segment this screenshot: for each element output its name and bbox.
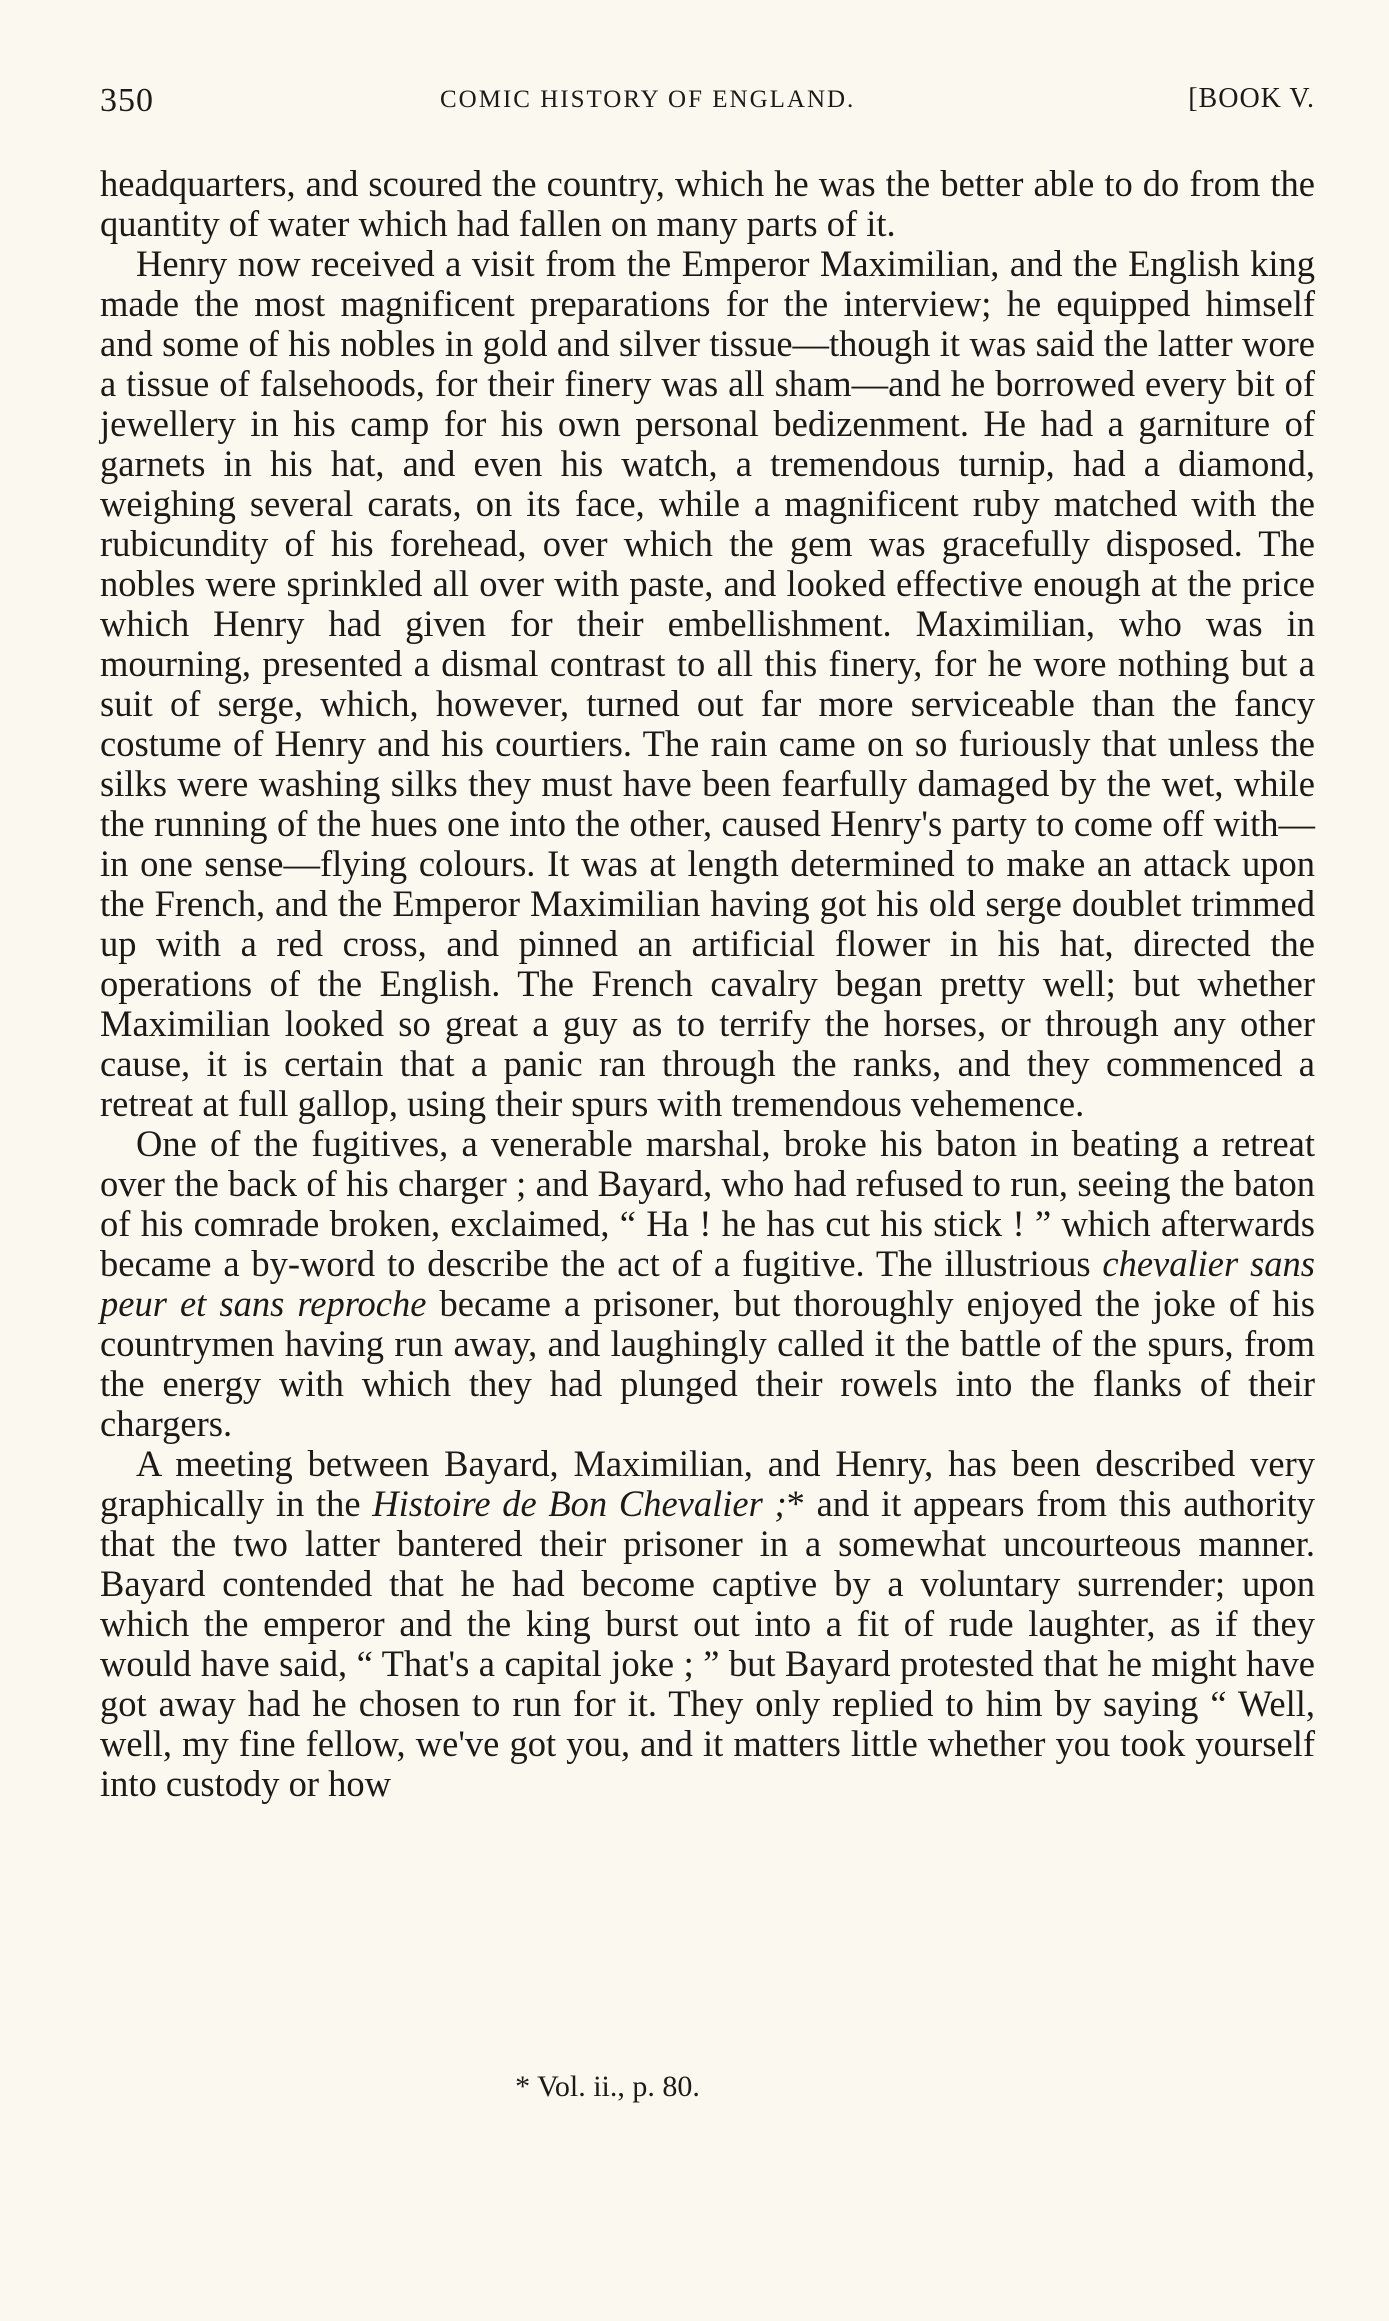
page-content [100,70,1315,1804]
paragraph [100,244,1315,1124]
footnote: * Vol. ii., p. 80. [515,2070,700,2103]
paragraph-text: Henry now received a visit from the Emperor Maximilian, and the English king made the most magnificent preparations for the interview; he equipped himself and some of his nobles in gold and silver tissue—though it was said the latter wore a tissue of falsehoods, for their finery was all sham—and he borrowed every bit of jewellery in his camp for his own personal bedizenment. He had a garniture of garnets in his hat, and even his watch, a tremendous turnip, had a diamond, weighing several carats, on its face, while a magnificent ruby matched with the rubicundity of his forehead, over which the gem was gracefully disposed. The nobles were sprinkled all over with paste, and looked effective enough at the price which Henry had given for their embellishment. Maximilian, who was in mourning, presented a dismal contrast to all this finery, for he wore nothing but a suit of serge, which, however, turned out far more serviceable than the fancy costume of Henry and his courtiers. The rain came on so furiously that unless the silks were washing silks they must have been fearfully damaged by the wet, while the running of the hues one into the other, caused Henry's party to come off with—in one sense—flying colours. It was at length determined to make an attack upon the French, and the Emperor Maximilian having got his old serge doublet trimmed up with a red cross, and pinned an artificial flower in his hat, directed the operations of the English. The French cavalry began pretty well; but whether Maximilian looked so great a guy as to terrify the horses, or through any other cause, it is certain that a panic ran through the ranks, and they commenced a retreat at full gallop, using their spurs with tremendous vehemence. [100,243,1315,1124]
paragraph [100,1124,1315,1444]
running-head [100,70,1315,126]
paragraph-text: * and it appears from this authority that the two latter bantered their prisoner in a somewhat uncourteous manner. Bayard contended that he had become captive by a voluntary surrender; upon which the emperor and the king burst out into a fit of rude laughter, as if they would have said, “ That's a capital joke ; ” but Bayard protested that he might have got away had he chosen to run for it. They only replied to him by saying “ Well, well, my fine fellow, we've got you, and it matters little whether you took yourself into custody or how [100,1483,1315,1804]
paragraph-text: became a prisoner, but thoroughly enjoyed the joke of his countrymen having run away, and laughingly called it the battle of the spurs, from the energy with which they had plunged their rowels into the flanks of their chargers. [100,1283,1315,1444]
paragraph [100,164,1315,244]
paragraph [100,1444,1315,1804]
paragraph-text: A meeting between Bayard, Maximilian, and Henry, has been described very graphically in the [100,1443,1315,1524]
book-marker: [BOOK V. [1188,83,1315,114]
body-text [100,164,1315,1804]
paragraph-text: headquarters, and scoured the country, which he was the better able to do from the quantity of water which had fallen on many parts of it. [100,163,1315,244]
running-title: COMIC HISTORY OF ENGLAND. [440,86,856,113]
italic-text: chevalier sans peur et sans reproche [100,1243,1315,1324]
paragraph-text: One of the fugitives, a venerable marshal, broke his baton in beating a retreat over the back of his charger ; and Bayard, who had refused to run, seeing the baton of his comrade broken, exclaimed, “ Ha ! he has cut his stick ! ” which afterwards became a by-word to describe the act of a fugitive. The illustrious [100,1123,1315,1284]
page-number: 350 [100,82,154,119]
italic-text: Histoire de Bon Chevalier ; [372,1483,787,1524]
